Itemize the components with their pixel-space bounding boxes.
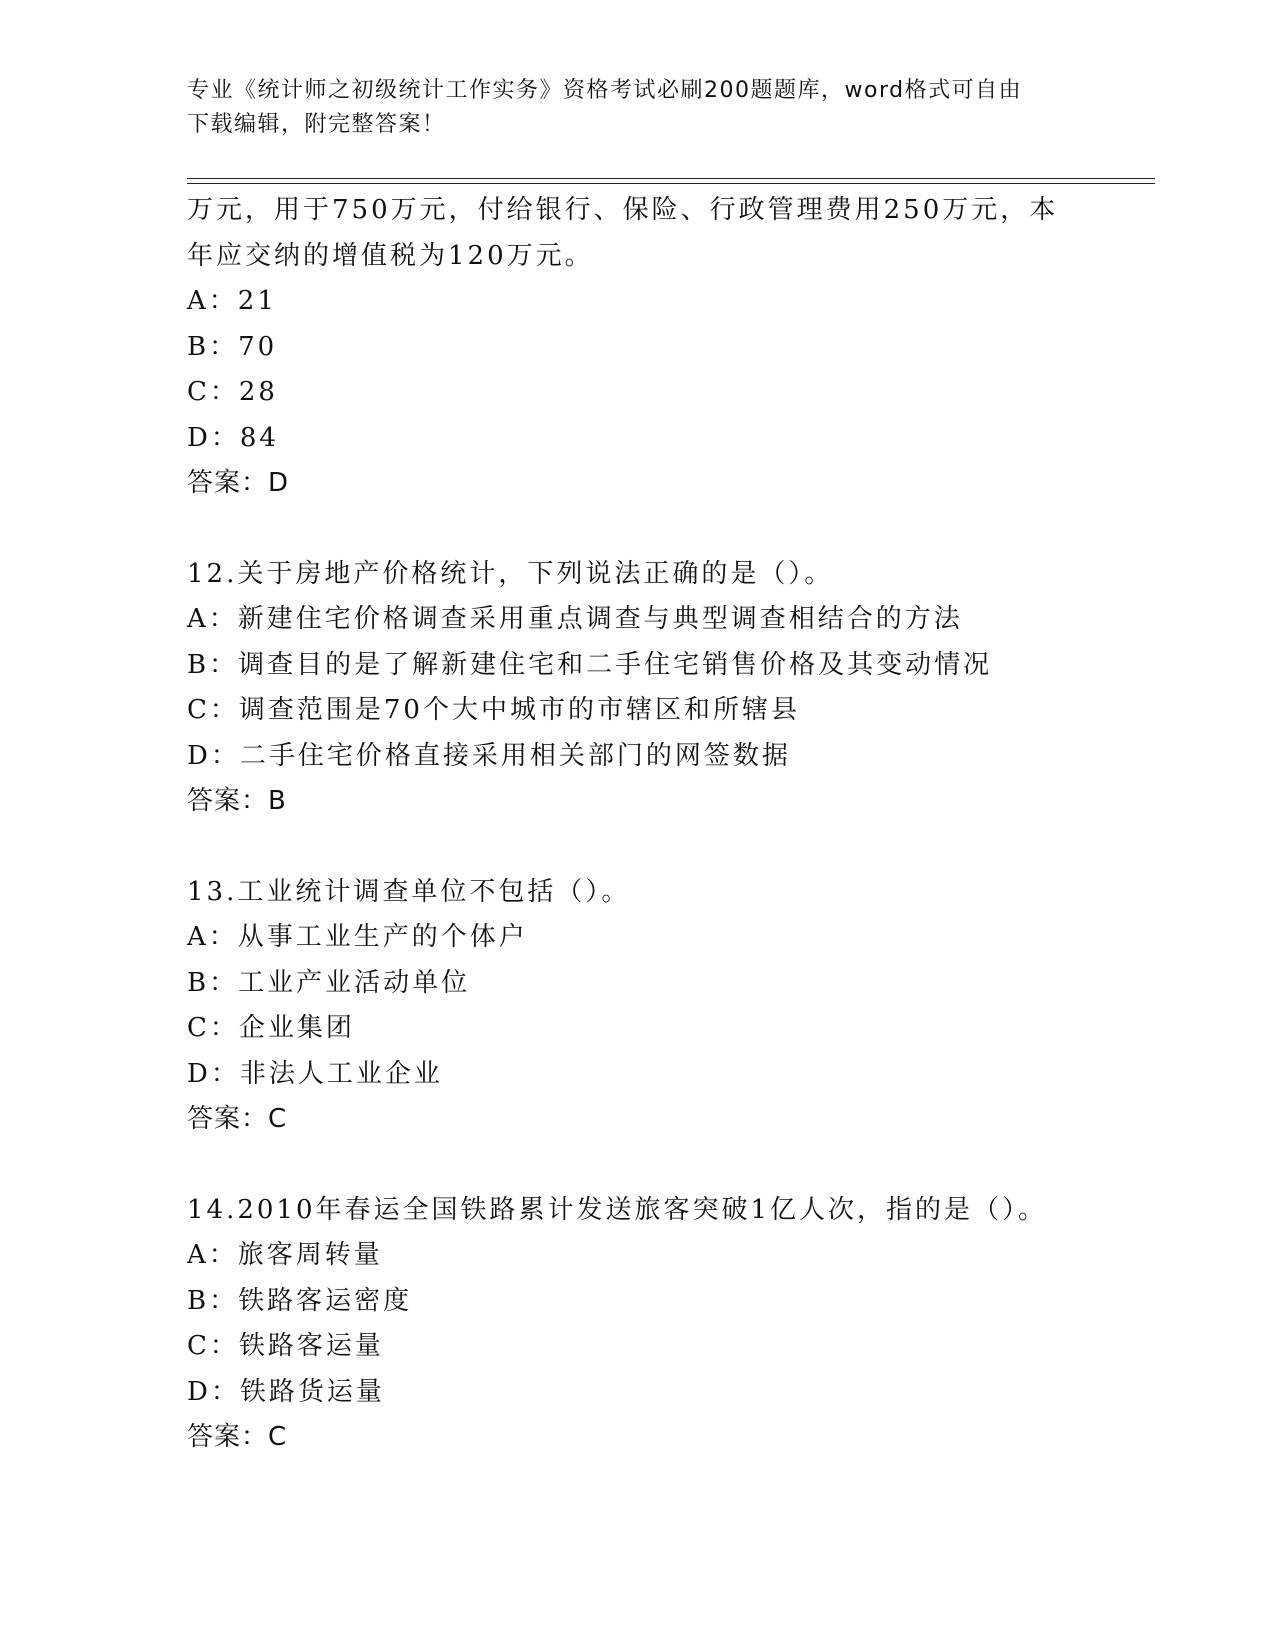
answer-line: 答案：C <box>187 1104 288 1134</box>
option-d: D：84 <box>187 422 279 453</box>
option-b: B：工业产业活动单位 <box>187 967 471 998</box>
option-d: D：二手住宅价格直接采用相关部门的网签数据 <box>187 740 791 771</box>
option-c: C：28 <box>187 377 278 407</box>
option-c: C：企业集团 <box>187 1013 355 1043</box>
option-d: D：非法人工业企业 <box>187 1058 443 1089</box>
header-divider-top <box>187 178 1155 179</box>
document-header <box>187 74 1067 142</box>
header-line-2: 下载编辑，附完整答案！ <box>187 112 446 137</box>
option-b: B：铁路客运密度 <box>187 1285 413 1316</box>
question-stem: 13.工业统计调查单位不包括（）。 <box>187 876 631 907</box>
option-b: B：70 <box>187 331 278 362</box>
option-a: A：新建住宅价格调查采用重点调查与典型调查相结合的方法 <box>187 604 963 634</box>
header-line-1: 专业《统计师之初级统计工作实务》资格考试必刷200题题库，word格式可自由 <box>187 78 1023 103</box>
option-b: B：调查目的是了解新建住宅和二手住宅销售价格及其变动情况 <box>187 649 993 680</box>
answer-line: 答案：B <box>187 786 287 816</box>
header-divider-bottom <box>187 183 1155 184</box>
option-a: A：从事工业生产的个体户 <box>187 922 528 952</box>
question-11-continuation <box>187 188 1087 507</box>
answer-line: 答案：D <box>187 468 290 498</box>
answer-line: 答案：C <box>187 1422 288 1452</box>
question-stem-line: 万元，用于750万元，付给银行、保险、行政管理费用250万元，本 <box>187 195 1059 225</box>
option-c: C：调查范围是70个大中城市的市辖区和所辖县 <box>187 695 800 725</box>
option-a: A：21 <box>187 286 277 316</box>
question-stem: 14.2010年春运全国铁路累计发送旅客突破1亿人次，指的是（）。 <box>187 1194 1048 1225</box>
question-14 <box>187 1188 1087 1461</box>
option-c: C：铁路客运量 <box>187 1331 384 1361</box>
question-stem: 12.关于房地产价格统计，下列说法正确的是（）。 <box>187 558 834 589</box>
option-a: A：旅客周转量 <box>187 1240 383 1270</box>
question-12 <box>187 552 1087 825</box>
question-stem-line: 年应交纳的增值税为120万元。 <box>187 240 594 271</box>
option-d: D：铁路货运量 <box>187 1376 385 1407</box>
question-content <box>187 188 1087 1461</box>
question-13 <box>187 870 1087 1143</box>
